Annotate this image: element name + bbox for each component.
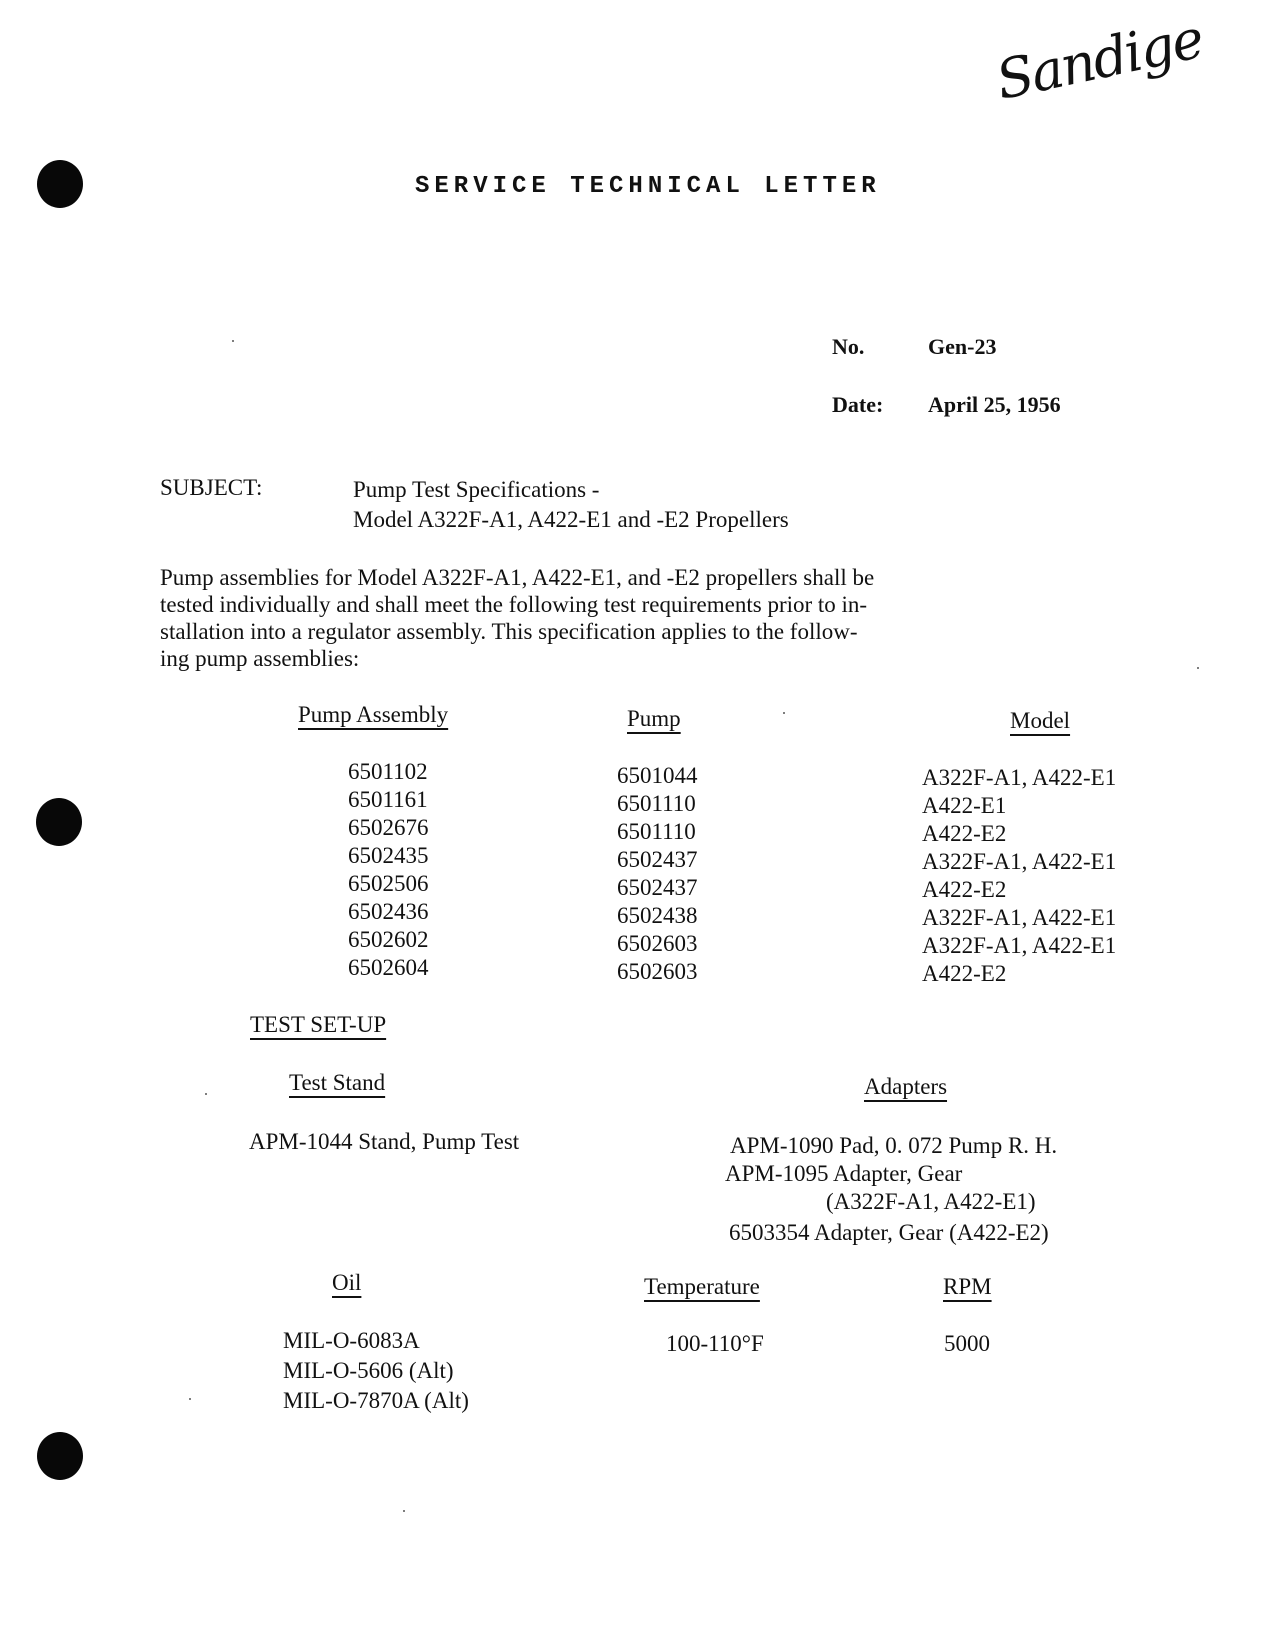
rpm-heading: RPM	[943, 1274, 992, 1299]
table-cell: 6502437	[617, 847, 698, 872]
table-cell: 6501044	[617, 763, 698, 788]
oil-item: MIL-O-7870A (Alt)	[283, 1388, 469, 1413]
temperature-heading: Temperature	[644, 1274, 760, 1299]
table-cell: A322F-A1, A422-E1	[922, 933, 1117, 958]
table-cell: A322F-A1, A422-E1	[922, 849, 1117, 874]
document-title: SERVICE TECHNICAL LETTER	[415, 173, 881, 200]
table-cell: 6502506	[348, 871, 429, 896]
punch-hole-top	[37, 160, 83, 208]
temperature-value: 100-110°F	[666, 1331, 764, 1356]
table-cell: 6502602	[348, 927, 429, 952]
oil-item: MIL-O-6083A	[283, 1328, 420, 1353]
pump-assembly-column	[348, 758, 429, 982]
adapter-line: (A322F-A1, A422-E1)	[826, 1189, 1036, 1214]
speck	[205, 1093, 207, 1095]
table-cell: 6502603	[617, 959, 698, 984]
table-cell: 6502676	[348, 815, 429, 840]
table-cell: 6502604	[348, 955, 429, 980]
test-stand-heading: Test Stand	[289, 1070, 386, 1095]
date-label: Date:	[832, 392, 884, 417]
table-cell: A422-E1	[922, 793, 1007, 818]
table-cell: A422-E2	[922, 877, 1007, 902]
oil-list	[283, 1326, 469, 1416]
table-cell: A422-E2	[922, 821, 1007, 846]
subject-line-1: Pump Test Specifications -	[353, 477, 600, 502]
table-cell: 6501102	[348, 759, 428, 784]
column-header-pump: Pump	[627, 706, 681, 731]
handwritten-signature: Sandige	[990, 7, 1208, 112]
test-setup-heading: TEST SET-UP	[250, 1012, 387, 1037]
intro-line: stallation into a regulator assembly. This specification applies to the follow-	[160, 619, 858, 644]
intro-line: ing pump assemblies:	[160, 646, 360, 671]
subject-line-2: Model A322F-A1, A422-E1 and -E2 Propellers	[353, 507, 789, 532]
adapter-line: 6503354 Adapter, Gear (A422-E2)	[729, 1220, 1049, 1245]
table-cell: A322F-A1, A422-E1	[922, 765, 1117, 790]
subject-label: SUBJECT:	[160, 475, 263, 500]
adapter-line: APM-1095 Adapter, Gear	[725, 1161, 963, 1186]
oil-item: MIL-O-5606 (Alt)	[283, 1358, 454, 1383]
punch-hole-bottom	[37, 1432, 83, 1480]
table-cell: 6502437	[617, 875, 698, 900]
table-cell: 6502436	[348, 899, 429, 924]
date-value: April 25, 1956	[928, 392, 1061, 417]
punch-hole-middle	[36, 798, 82, 846]
table-cell: 6501161	[348, 787, 428, 812]
number-label: No.	[832, 334, 865, 359]
test-stand-value: APM-1044 Stand, Pump Test	[249, 1129, 520, 1154]
adapters-heading: Adapters	[864, 1074, 948, 1099]
intro-line: Pump assemblies for Model A322F-A1, A422-E1, and -E2 propellers shall be	[160, 565, 875, 590]
column-header-model: Model	[1010, 708, 1071, 733]
intro-paragraph	[160, 564, 874, 672]
speck	[189, 1398, 191, 1400]
table-cell: A422-E2	[922, 961, 1007, 986]
column-header-pump-assembly: Pump Assembly	[298, 702, 449, 727]
table-cell: 6502435	[348, 843, 429, 868]
adapter-line: APM-1090 Pad, 0. 072 Pump R. H.	[730, 1133, 1058, 1158]
table-cell: 6502438	[617, 903, 698, 928]
intro-line: tested individually and shall meet the following test requirements prior to in-	[160, 592, 868, 617]
rpm-value: 5000	[944, 1331, 990, 1356]
speck	[783, 712, 785, 714]
speck	[1197, 667, 1199, 669]
table-cell: 6502603	[617, 931, 698, 956]
pump-column	[617, 762, 698, 986]
table-cell: 6501110	[617, 819, 696, 844]
table-cell: 6501110	[617, 791, 696, 816]
model-column	[922, 764, 1116, 988]
table-cell: A322F-A1, A422-E1	[922, 905, 1117, 930]
number-value: Gen-23	[928, 334, 997, 359]
speck	[403, 1510, 405, 1512]
oil-heading: Oil	[332, 1270, 362, 1295]
speck	[232, 340, 234, 342]
